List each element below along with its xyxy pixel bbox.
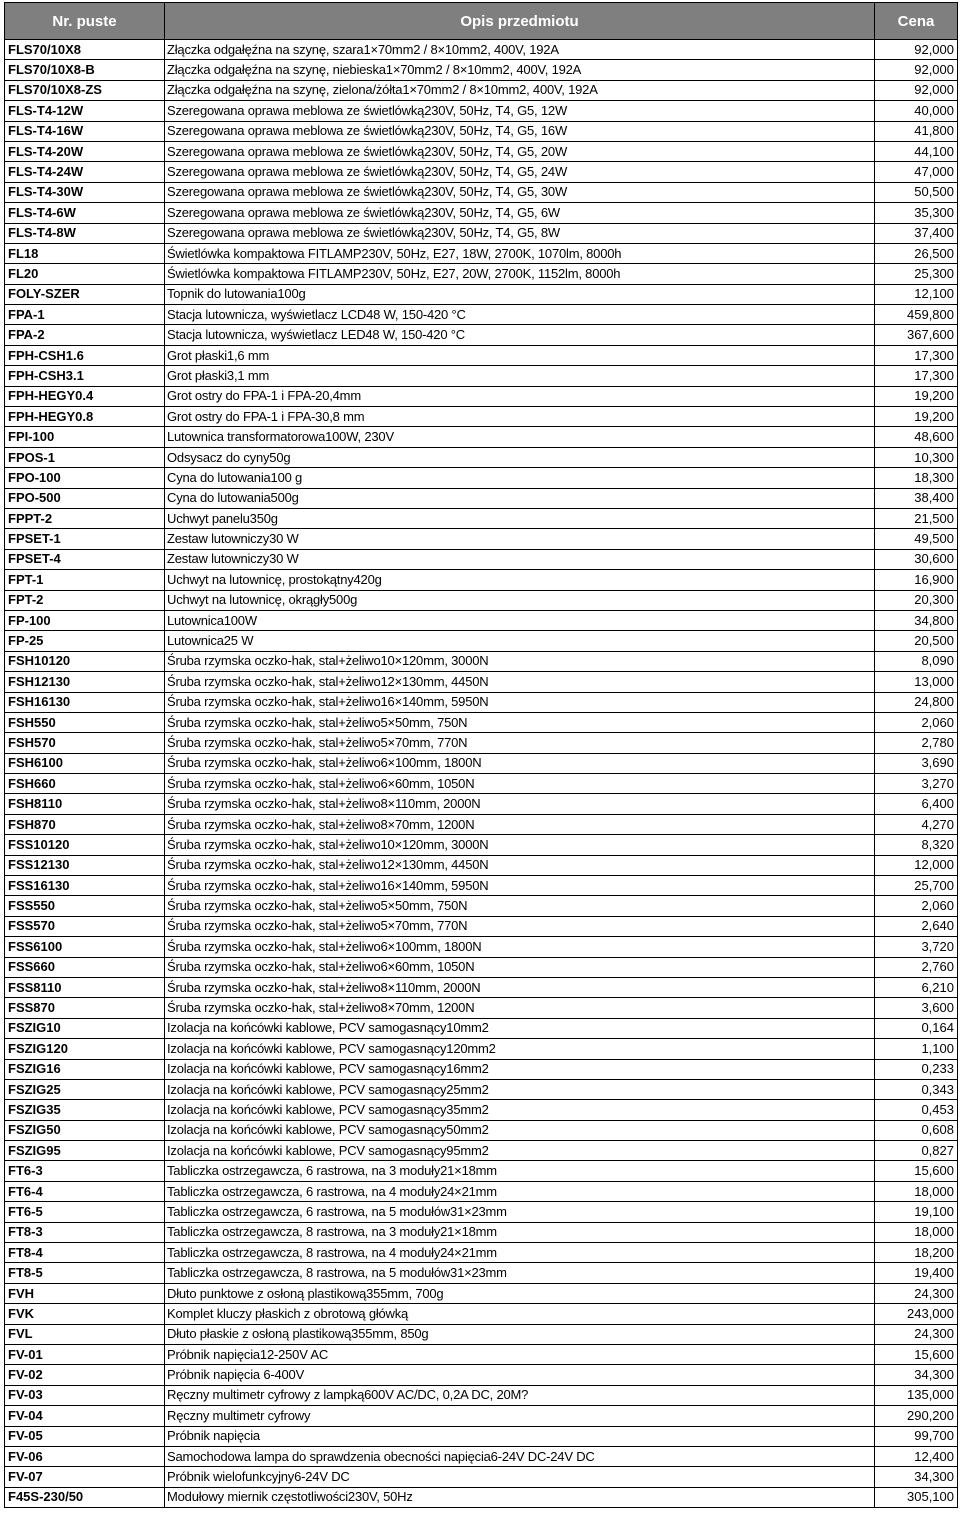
product-description-cell: Tabliczka ostrzegawcza, 6 rastrowa, na 5 modułów31×23mm	[165, 1202, 875, 1222]
product-code-cell: FSZIG25	[5, 1079, 165, 1099]
product-price-cell: 3,690	[875, 753, 958, 773]
table-row	[5, 121, 958, 141]
product-price-cell: 2,060	[875, 712, 958, 732]
product-price-cell: 0,233	[875, 1059, 958, 1079]
product-description-cell: Uchwyt na lutownicę, prostokątny420g	[165, 570, 875, 590]
product-code-cell: FPI-100	[5, 427, 165, 447]
product-price-cell: 34,300	[875, 1467, 958, 1487]
table-row	[5, 1039, 958, 1059]
product-price-cell: 16,900	[875, 570, 958, 590]
product-code-cell: FLS70/10X8-B	[5, 60, 165, 80]
table-row	[5, 631, 958, 651]
product-price-cell: 19,200	[875, 386, 958, 406]
product-price-cell: 40,000	[875, 101, 958, 121]
product-price-cell: 44,100	[875, 141, 958, 161]
product-code-cell: FSS10120	[5, 835, 165, 855]
product-code-cell: FLS-T4-30W	[5, 182, 165, 202]
product-price-cell: 3,270	[875, 774, 958, 794]
product-code-cell: FPA-1	[5, 305, 165, 325]
table-row	[5, 855, 958, 875]
product-code-cell: FSH870	[5, 814, 165, 834]
product-description-cell: Złączka odgałęźna na szynę, niebieska1×70mm2 / 8×10mm2, 400V, 192A	[165, 60, 875, 80]
table-row	[5, 488, 958, 508]
column-header-description: Opis przedmiotu	[165, 3, 875, 40]
product-description-cell: Tabliczka ostrzegawcza, 6 rastrowa, na 4 moduły24×21mm	[165, 1181, 875, 1201]
product-description-cell: Grot ostry do FPA-1 i FPA-20,4mm	[165, 386, 875, 406]
table-row	[5, 386, 958, 406]
product-description-cell: Śruba rzymska oczko-hak, stal+żeliwo6×100mm, 1800N	[165, 753, 875, 773]
product-description-cell: Szeregowana oprawa meblowa ze świetlówką230V, 50Hz, T4, G5, 8W	[165, 223, 875, 243]
product-description-cell: Grot ostry do FPA-1 i FPA-30,8 mm	[165, 407, 875, 427]
product-price-cell: 49,500	[875, 529, 958, 549]
product-description-cell: Śruba rzymska oczko-hak, stal+żeliwo8×110mm, 2000N	[165, 794, 875, 814]
product-description-cell: Śruba rzymska oczko-hak, stal+żeliwo5×70mm, 770N	[165, 733, 875, 753]
table-row	[5, 223, 958, 243]
product-code-cell: FSH570	[5, 733, 165, 753]
product-description-cell: Śruba rzymska oczko-hak, stal+żeliwo8×110mm, 2000N	[165, 977, 875, 997]
table-row	[5, 1304, 958, 1324]
product-description-cell: Grot płaski1,6 mm	[165, 345, 875, 365]
product-description-cell: Śruba rzymska oczko-hak, stal+żeliwo12×130mm, 4450N	[165, 672, 875, 692]
product-price-cell: 18,200	[875, 1243, 958, 1263]
product-code-cell: FSZIG10	[5, 1018, 165, 1038]
table-row	[5, 916, 958, 936]
table-row	[5, 305, 958, 325]
table-row	[5, 1467, 958, 1487]
product-description-cell: Dłuto punktowe z osłoną plastikową355mm, 700g	[165, 1283, 875, 1303]
product-description-cell: Topnik do lutowania100g	[165, 284, 875, 304]
product-code-cell: FL18	[5, 243, 165, 263]
product-code-cell: FV-02	[5, 1365, 165, 1385]
product-code-cell: FSH8110	[5, 794, 165, 814]
product-code-cell: FP-25	[5, 631, 165, 651]
product-price-cell: 20,300	[875, 590, 958, 610]
product-code-cell: FT6-4	[5, 1181, 165, 1201]
product-code-cell: FLS-T4-6W	[5, 203, 165, 223]
table-row	[5, 590, 958, 610]
product-code-cell: FV-04	[5, 1406, 165, 1426]
table-row	[5, 610, 958, 630]
product-description-cell: Uchwyt na lutownicę, okrągły500g	[165, 590, 875, 610]
product-price-cell: 2,760	[875, 957, 958, 977]
product-description-cell: Zestaw lutowniczy30 W	[165, 549, 875, 569]
product-code-cell: FPSET-4	[5, 549, 165, 569]
product-price-cell: 21,500	[875, 508, 958, 528]
product-description-cell: Próbnik wielofunkcyjny6-24V DC	[165, 1467, 875, 1487]
product-price-cell: 20,500	[875, 631, 958, 651]
product-price-cell: 305,100	[875, 1487, 958, 1507]
product-price-cell: 6,400	[875, 794, 958, 814]
product-code-cell: FSS570	[5, 916, 165, 936]
product-code-cell: FPSET-1	[5, 529, 165, 549]
product-code-cell: FVK	[5, 1304, 165, 1324]
product-description-cell: Izolacja na końcówki kablowe, PCV samogasnący120mm2	[165, 1039, 875, 1059]
product-price-cell: 41,800	[875, 121, 958, 141]
product-price-cell: 24,300	[875, 1324, 958, 1344]
product-code-cell: FL20	[5, 264, 165, 284]
product-description-cell: Stacja lutownicza, wyświetlacz LED48 W, 150-420 °C	[165, 325, 875, 345]
product-price-cell: 3,600	[875, 998, 958, 1018]
product-price-cell: 30,600	[875, 549, 958, 569]
table-row	[5, 101, 958, 121]
product-code-cell: FPPT-2	[5, 508, 165, 528]
product-code-cell: FSZIG50	[5, 1120, 165, 1140]
product-code-cell: F45S-230/50	[5, 1487, 165, 1507]
product-code-cell: FPO-500	[5, 488, 165, 508]
product-price-cell: 12,400	[875, 1446, 958, 1466]
product-code-cell: FLS-T4-16W	[5, 121, 165, 141]
table-row	[5, 1345, 958, 1365]
product-code-cell: FV-01	[5, 1345, 165, 1365]
product-code-cell: FP-100	[5, 610, 165, 630]
price-list-table	[4, 2, 958, 1508]
product-description-cell: Samochodowa lampa do sprawdzenia obecności napięcia6-24V DC-24V DC	[165, 1446, 875, 1466]
table-row	[5, 814, 958, 834]
product-price-cell: 19,200	[875, 407, 958, 427]
product-price-cell: 10,300	[875, 447, 958, 467]
product-price-cell: 26,500	[875, 243, 958, 263]
product-price-cell: 18,000	[875, 1222, 958, 1242]
product-code-cell: FSS550	[5, 896, 165, 916]
product-code-cell: FPA-2	[5, 325, 165, 345]
table-row	[5, 733, 958, 753]
product-description-cell: Śruba rzymska oczko-hak, stal+żeliwo8×70mm, 1200N	[165, 814, 875, 834]
product-description-cell: Odsysacz do cyny50g	[165, 447, 875, 467]
product-description-cell: Zestaw lutowniczy30 W	[165, 529, 875, 549]
product-description-cell: Ręczny multimetr cyfrowy	[165, 1406, 875, 1426]
product-description-cell: Modułowy miernik częstotliwości230V, 50Hz	[165, 1487, 875, 1507]
product-description-cell: Dłuto płaskie z osłoną plastikową355mm, 850g	[165, 1324, 875, 1344]
table-row	[5, 1263, 958, 1283]
product-price-cell: 6,210	[875, 977, 958, 997]
product-code-cell: FSZIG95	[5, 1141, 165, 1161]
product-code-cell: FPH-HEGY0.8	[5, 407, 165, 427]
table-row	[5, 60, 958, 80]
product-code-cell: FPT-1	[5, 570, 165, 590]
product-price-cell: 0,608	[875, 1120, 958, 1140]
product-code-cell: FPOS-1	[5, 447, 165, 467]
product-description-cell: Komplet kluczy płaskich z obrotową główką	[165, 1304, 875, 1324]
product-code-cell: FSH6100	[5, 753, 165, 773]
product-price-cell: 38,400	[875, 488, 958, 508]
product-description-cell: Próbnik napięcia	[165, 1426, 875, 1446]
product-description-cell: Izolacja na końcówki kablowe, PCV samogasnący35mm2	[165, 1100, 875, 1120]
product-price-cell: 99,700	[875, 1426, 958, 1446]
product-code-cell: FSS870	[5, 998, 165, 1018]
table-row	[5, 325, 958, 345]
product-price-cell: 135,000	[875, 1385, 958, 1405]
product-code-cell: FLS-T4-24W	[5, 162, 165, 182]
product-code-cell: FPH-CSH3.1	[5, 366, 165, 386]
product-code-cell: FSZIG35	[5, 1100, 165, 1120]
product-code-cell: FLS70/10X8-ZS	[5, 80, 165, 100]
product-code-cell: FVH	[5, 1283, 165, 1303]
product-description-cell: Ręczny multimetr cyfrowy z lampką600V AC/DC, 0,2A DC, 20M?	[165, 1385, 875, 1405]
product-description-cell: Szeregowana oprawa meblowa ze świetlówką230V, 50Hz, T4, G5, 16W	[165, 121, 875, 141]
product-price-cell: 18,000	[875, 1181, 958, 1201]
table-row	[5, 529, 958, 549]
product-description-cell: Próbnik napięcia 6-400V	[165, 1365, 875, 1385]
product-price-cell: 34,800	[875, 610, 958, 630]
product-description-cell: Próbnik napięcia12-250V AC	[165, 1345, 875, 1365]
table-row	[5, 1446, 958, 1466]
table-row	[5, 651, 958, 671]
product-description-cell: Śruba rzymska oczko-hak, stal+żeliwo8×70mm, 1200N	[165, 998, 875, 1018]
table-row	[5, 264, 958, 284]
product-code-cell: FPH-HEGY0.4	[5, 386, 165, 406]
table-row	[5, 896, 958, 916]
product-description-cell: Śruba rzymska oczko-hak, stal+żeliwo5×50mm, 750N	[165, 896, 875, 916]
product-price-cell: 12,000	[875, 855, 958, 875]
product-code-cell: FT8-3	[5, 1222, 165, 1242]
table-row	[5, 80, 958, 100]
product-description-cell: Izolacja na końcówki kablowe, PCV samogasnący50mm2	[165, 1120, 875, 1140]
product-code-cell: FV-03	[5, 1385, 165, 1405]
product-price-cell: 459,800	[875, 305, 958, 325]
table-row	[5, 712, 958, 732]
table-row	[5, 794, 958, 814]
column-header-code: Nr. puste	[5, 3, 165, 40]
table-row	[5, 1222, 958, 1242]
product-price-cell: 12,100	[875, 284, 958, 304]
product-description-cell: Śruba rzymska oczko-hak, stal+żeliwo10×120mm, 3000N	[165, 835, 875, 855]
product-price-cell: 37,400	[875, 223, 958, 243]
product-code-cell: FV-05	[5, 1426, 165, 1446]
table-row	[5, 366, 958, 386]
product-price-cell: 0,827	[875, 1141, 958, 1161]
product-description-cell: Uchwyt panelu350g	[165, 508, 875, 528]
product-description-cell: Śruba rzymska oczko-hak, stal+żeliwo6×60mm, 1050N	[165, 957, 875, 977]
table-row	[5, 1018, 958, 1038]
product-description-cell: Złączka odgałęźna na szynę, szara1×70mm2 / 8×10mm2, 400V, 192A	[165, 40, 875, 60]
table-row	[5, 1120, 958, 1140]
table-row	[5, 141, 958, 161]
product-description-cell: Izolacja na końcówki kablowe, PCV samogasnący16mm2	[165, 1059, 875, 1079]
table-row	[5, 1324, 958, 1344]
table-row	[5, 570, 958, 590]
product-price-cell: 34,300	[875, 1365, 958, 1385]
table-row	[5, 1385, 958, 1405]
product-code-cell: FV-06	[5, 1446, 165, 1466]
product-description-cell: Śruba rzymska oczko-hak, stal+żeliwo5×70mm, 770N	[165, 916, 875, 936]
product-price-cell: 2,060	[875, 896, 958, 916]
table-header-row	[5, 3, 958, 40]
product-code-cell: FSH550	[5, 712, 165, 732]
product-code-cell: FSH12130	[5, 672, 165, 692]
table-row	[5, 203, 958, 223]
product-description-cell: Śruba rzymska oczko-hak, stal+żeliwo16×140mm, 5950N	[165, 692, 875, 712]
product-code-cell: FT6-3	[5, 1161, 165, 1181]
table-row	[5, 1406, 958, 1426]
product-description-cell: Śruba rzymska oczko-hak, stal+żeliwo16×140mm, 5950N	[165, 876, 875, 896]
product-description-cell: Cyna do lutowania500g	[165, 488, 875, 508]
table-row	[5, 427, 958, 447]
table-row	[5, 549, 958, 569]
table-row	[5, 937, 958, 957]
product-code-cell: FSH660	[5, 774, 165, 794]
table-row	[5, 1426, 958, 1446]
table-row	[5, 508, 958, 528]
product-price-cell: 8,090	[875, 651, 958, 671]
product-description-cell: Stacja lutownicza, wyświetlacz LCD48 W, 150-420 °C	[165, 305, 875, 325]
product-price-cell: 19,100	[875, 1202, 958, 1222]
table-row	[5, 447, 958, 467]
table-row	[5, 243, 958, 263]
product-price-cell: 35,300	[875, 203, 958, 223]
product-code-cell: FVL	[5, 1324, 165, 1344]
product-code-cell: FV-07	[5, 1467, 165, 1487]
product-description-cell: Tabliczka ostrzegawcza, 8 rastrowa, na 4 moduły24×21mm	[165, 1243, 875, 1263]
product-price-cell: 3,720	[875, 937, 958, 957]
product-code-cell: FLS-T4-12W	[5, 101, 165, 121]
table-row	[5, 1161, 958, 1181]
product-price-cell: 15,600	[875, 1161, 958, 1181]
product-code-cell: FPH-CSH1.6	[5, 345, 165, 365]
table-row	[5, 345, 958, 365]
table-row	[5, 835, 958, 855]
table-row	[5, 468, 958, 488]
table-row	[5, 753, 958, 773]
product-price-cell: 17,300	[875, 366, 958, 386]
product-description-cell: Szeregowana oprawa meblowa ze świetlówką230V, 50Hz, T4, G5, 20W	[165, 141, 875, 161]
table-row	[5, 284, 958, 304]
table-row	[5, 672, 958, 692]
table-row	[5, 957, 958, 977]
product-price-cell: 2,640	[875, 916, 958, 936]
product-description-cell: Grot płaski3,1 mm	[165, 366, 875, 386]
product-code-cell: FSS660	[5, 957, 165, 977]
product-price-cell: 24,300	[875, 1283, 958, 1303]
table-row	[5, 977, 958, 997]
product-code-cell: FPT-2	[5, 590, 165, 610]
product-description-cell: Śruba rzymska oczko-hak, stal+żeliwo6×100mm, 1800N	[165, 937, 875, 957]
product-code-cell: FSZIG120	[5, 1039, 165, 1059]
table-row	[5, 1079, 958, 1099]
table-row	[5, 1059, 958, 1079]
product-description-cell: Szeregowana oprawa meblowa ze świetlówką230V, 50Hz, T4, G5, 6W	[165, 203, 875, 223]
product-description-cell: Śruba rzymska oczko-hak, stal+żeliwo6×60mm, 1050N	[165, 774, 875, 794]
product-price-cell: 17,300	[875, 345, 958, 365]
table-row	[5, 1100, 958, 1120]
product-description-cell: Lutownica transformatorowa100W, 230V	[165, 427, 875, 447]
product-description-cell: Szeregowana oprawa meblowa ze świetlówką230V, 50Hz, T4, G5, 30W	[165, 182, 875, 202]
product-description-cell: Cyna do lutowania100 g	[165, 468, 875, 488]
table-row	[5, 1181, 958, 1201]
table-body	[5, 40, 958, 1508]
column-header-price: Cena	[875, 3, 958, 40]
table-row	[5, 1243, 958, 1263]
product-price-cell: 25,700	[875, 876, 958, 896]
product-code-cell: FPO-100	[5, 468, 165, 488]
product-description-cell: Śruba rzymska oczko-hak, stal+żeliwo10×120mm, 3000N	[165, 651, 875, 671]
product-code-cell: FSZIG16	[5, 1059, 165, 1079]
product-price-cell: 48,600	[875, 427, 958, 447]
product-description-cell: Tabliczka ostrzegawcza, 8 rastrowa, na 3 moduły21×18mm	[165, 1222, 875, 1242]
table-row	[5, 407, 958, 427]
product-price-cell: 24,800	[875, 692, 958, 712]
product-description-cell: Lutownica25 W	[165, 631, 875, 651]
product-price-cell: 0,453	[875, 1100, 958, 1120]
product-price-cell: 367,600	[875, 325, 958, 345]
table-row	[5, 40, 958, 60]
product-description-cell: Świetlówka kompaktowa FITLAMP230V, 50Hz, E27, 18W, 2700K, 1070lm, 8000h	[165, 243, 875, 263]
product-code-cell: FLS-T4-20W	[5, 141, 165, 161]
product-price-cell: 0,343	[875, 1079, 958, 1099]
product-price-cell: 290,200	[875, 1406, 958, 1426]
product-code-cell: FLS-T4-8W	[5, 223, 165, 243]
product-description-cell: Lutownica100W	[165, 610, 875, 630]
product-code-cell: FSS12130	[5, 855, 165, 875]
product-price-cell: 92,000	[875, 40, 958, 60]
table-row	[5, 998, 958, 1018]
product-description-cell: Szeregowana oprawa meblowa ze świetlówką230V, 50Hz, T4, G5, 24W	[165, 162, 875, 182]
product-code-cell: FSS8110	[5, 977, 165, 997]
product-code-cell: FOLY-SZER	[5, 284, 165, 304]
product-description-cell: Złączka odgałęźna na szynę, zielona/żółta1×70mm2 / 8×10mm2, 400V, 192A	[165, 80, 875, 100]
product-price-cell: 19,400	[875, 1263, 958, 1283]
table-row	[5, 182, 958, 202]
table-row	[5, 1141, 958, 1161]
product-price-cell: 50,500	[875, 182, 958, 202]
product-price-cell: 243,000	[875, 1304, 958, 1324]
product-description-cell: Izolacja na końcówki kablowe, PCV samogasnący95mm2	[165, 1141, 875, 1161]
product-price-cell: 92,000	[875, 80, 958, 100]
product-code-cell: FSS6100	[5, 937, 165, 957]
product-price-cell: 2,780	[875, 733, 958, 753]
product-price-cell: 15,600	[875, 1345, 958, 1365]
product-price-cell: 18,300	[875, 468, 958, 488]
product-price-cell: 13,000	[875, 672, 958, 692]
product-description-cell: Śruba rzymska oczko-hak, stal+żeliwo5×50mm, 750N	[165, 712, 875, 732]
product-description-cell: Tabliczka ostrzegawcza, 8 rastrowa, na 5 modułów31×23mm	[165, 1263, 875, 1283]
product-description-cell: Tabliczka ostrzegawcza, 6 rastrowa, na 3 moduły21×18mm	[165, 1161, 875, 1181]
table-row	[5, 1487, 958, 1507]
table-row	[5, 1365, 958, 1385]
table-row	[5, 1202, 958, 1222]
product-description-cell: Śruba rzymska oczko-hak, stal+żeliwo12×130mm, 4450N	[165, 855, 875, 875]
product-price-cell: 4,270	[875, 814, 958, 834]
product-description-cell: Izolacja na końcówki kablowe, PCV samogasnący25mm2	[165, 1079, 875, 1099]
product-description-cell: Świetlówka kompaktowa FITLAMP230V, 50Hz, E27, 20W, 2700K, 1152lm, 8000h	[165, 264, 875, 284]
table-row	[5, 774, 958, 794]
table-row	[5, 1283, 958, 1303]
product-price-cell: 8,320	[875, 835, 958, 855]
product-code-cell: FSH10120	[5, 651, 165, 671]
product-code-cell: FSS16130	[5, 876, 165, 896]
table-row	[5, 876, 958, 896]
product-code-cell: FT8-5	[5, 1263, 165, 1283]
product-code-cell: FSH16130	[5, 692, 165, 712]
product-description-cell: Izolacja na końcówki kablowe, PCV samogasnący10mm2	[165, 1018, 875, 1038]
product-price-cell: 25,300	[875, 264, 958, 284]
table-row	[5, 162, 958, 182]
product-description-cell: Szeregowana oprawa meblowa ze świetlówką230V, 50Hz, T4, G5, 12W	[165, 101, 875, 121]
product-code-cell: FT8-4	[5, 1243, 165, 1263]
product-code-cell: FT6-5	[5, 1202, 165, 1222]
product-price-cell: 92,000	[875, 60, 958, 80]
table-row	[5, 692, 958, 712]
product-price-cell: 0,164	[875, 1018, 958, 1038]
product-price-cell: 47,000	[875, 162, 958, 182]
product-price-cell: 1,100	[875, 1039, 958, 1059]
product-code-cell: FLS70/10X8	[5, 40, 165, 60]
